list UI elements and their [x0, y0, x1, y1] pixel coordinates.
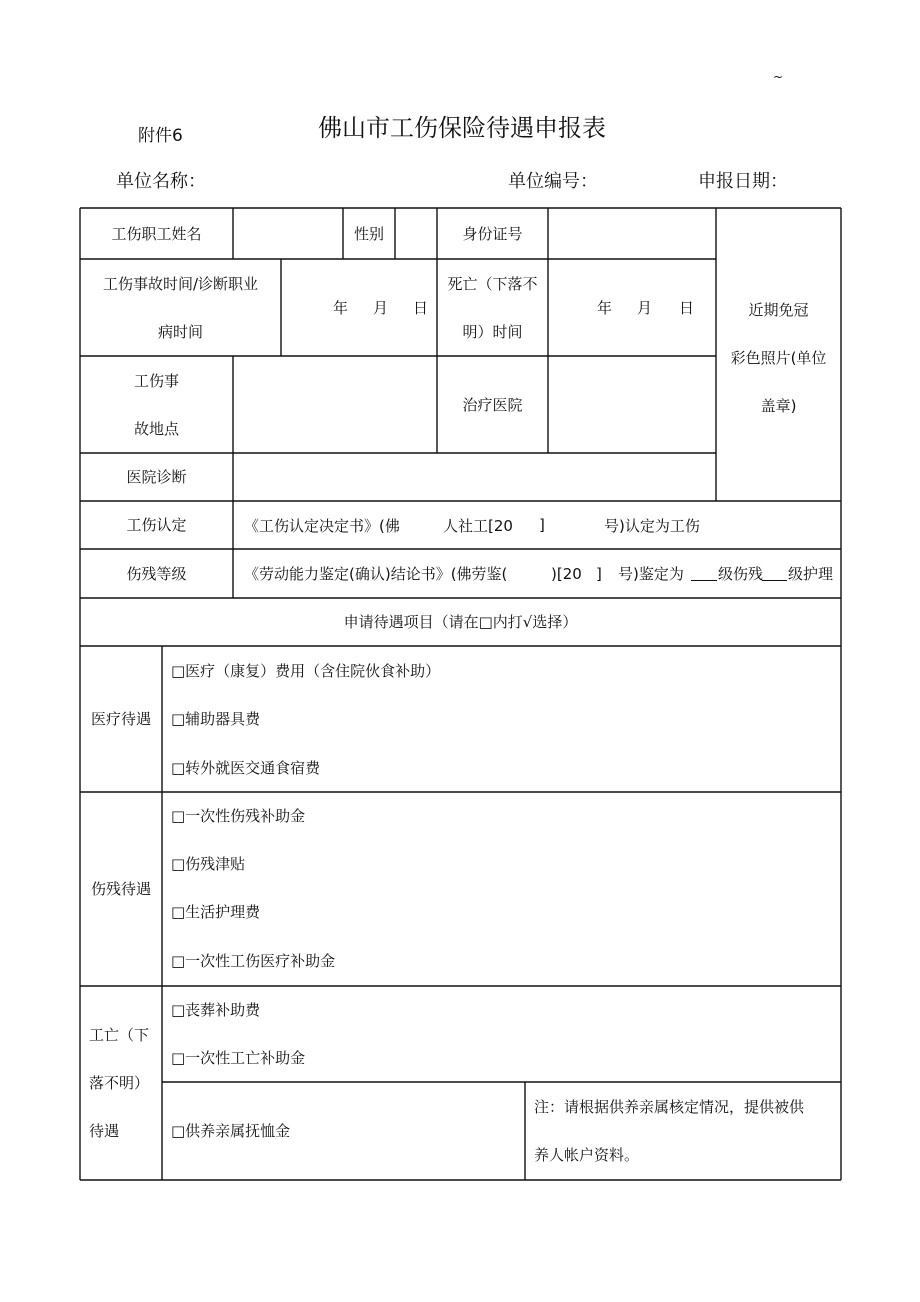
death-time-label-line1: 死亡（下落不	[447, 274, 538, 293]
disability-text-c: ]	[596, 564, 602, 583]
injury-recognition-text-a: 《工伤认定决定书》(佛	[244, 516, 400, 535]
disability-text-a: 《劳动能力鉴定(确认)结论书》(佛劳鉴(	[244, 565, 508, 583]
injury-recognition-label: 工伤认定	[126, 516, 187, 534]
disability-option-1[interactable]: □一次性伤残补助金	[171, 807, 306, 825]
unit-name-label: 单位名称：	[116, 171, 206, 192]
disability-option-3[interactable]: □生活护理费	[171, 903, 261, 921]
disability-benefits-label: 伤残待遇	[90, 880, 151, 898]
injury-recognition-text-c: ]	[539, 516, 545, 534]
note-line2: 养人帐户资料。	[534, 1146, 640, 1164]
disability-text-e: 级伤残	[718, 565, 764, 583]
note-line1: 注：请根据供养亲属核定情况，提供被供	[534, 1098, 805, 1116]
diagnosis-input[interactable]	[233, 453, 716, 501]
apply-items-header: 申请待遇项目（请在□内打√选择）	[343, 613, 578, 631]
medical-benefits-label: 医疗待遇	[90, 710, 151, 728]
disability-text-d: 号)鉴定为	[618, 565, 684, 583]
report-date-label: 申报日期：	[698, 171, 788, 192]
name-label: 工伤职工姓名	[111, 224, 202, 243]
year-label: 年	[597, 298, 613, 317]
diagnosis-label: 医院诊断	[126, 468, 187, 486]
medical-option-2[interactable]: □辅助器具费	[171, 710, 261, 728]
year-label: 年	[333, 298, 349, 317]
injury-recognition-text-d: 号)认定为工伤	[604, 516, 700, 535]
death-option-2[interactable]: □一次性工亡补助金	[171, 1049, 306, 1067]
day-label: 日	[413, 298, 429, 317]
accident-time-label-line1: 工伤事故时间/诊断职业	[102, 274, 259, 293]
hospital-input[interactable]	[548, 356, 716, 453]
month-label: 月	[373, 298, 389, 317]
disability-option-2[interactable]: □伤残津贴	[171, 855, 246, 873]
death-option-1[interactable]: □丧葬补助费	[171, 1001, 261, 1019]
disability-text-b: )[20	[551, 564, 582, 583]
id-input[interactable]	[548, 208, 716, 259]
death-label-line1: 工亡（下	[89, 1026, 150, 1044]
medical-option-1[interactable]: □医疗（康复）费用（含住院伙食补助）	[171, 662, 441, 680]
medical-option-3[interactable]: □转外就医交通食宿费	[171, 759, 321, 777]
care-level-blank[interactable]	[762, 565, 787, 581]
corner-mark: ~	[773, 70, 784, 84]
accident-place-label-line2: 故地点	[133, 419, 179, 438]
death-time-label-line2: 明）时间	[462, 322, 523, 341]
gender-label: 性别	[353, 224, 384, 243]
accident-time-label-line2: 病时间	[157, 322, 203, 341]
death-label-line3: 待遇	[89, 1122, 120, 1140]
accident-place-label	[80, 356, 233, 453]
injury-recognition-text[interactable]	[233, 501, 841, 549]
id-label: 身份证号	[462, 224, 523, 243]
accident-time-label	[80, 259, 281, 356]
death-time-label	[437, 259, 548, 356]
photo-area[interactable]	[716, 208, 841, 501]
photo-label-line2: 彩色照片(单位	[730, 348, 827, 367]
accident-place-input[interactable]	[233, 356, 437, 453]
disability-grade-label: 伤残等级	[126, 564, 187, 583]
disability-text-f: 级护理	[788, 565, 834, 583]
annex-label: 附件6	[138, 126, 183, 146]
photo-label-line1: 近期免冠	[748, 300, 809, 319]
disability-grade-text[interactable]	[233, 549, 841, 598]
day-label: 日	[679, 298, 695, 317]
death-label-line2: 落不明）	[89, 1074, 150, 1092]
disability-option-4[interactable]: □一次性工伤医疗补助金	[171, 952, 336, 970]
unit-code-label: 单位编号：	[508, 171, 598, 192]
injury-recognition-text-b: 人社工[20	[443, 516, 513, 535]
accident-place-label-line1: 工伤事	[133, 371, 179, 390]
photo-label-line3: 盖章)	[760, 396, 797, 415]
page-title: 佛山市工伤保险待遇申报表	[318, 114, 606, 142]
accident-date-field[interactable]	[281, 259, 437, 356]
hospital-label: 治疗医院	[462, 395, 523, 414]
death-date-field[interactable]	[548, 259, 716, 356]
name-input[interactable]	[233, 208, 343, 259]
month-label: 月	[637, 298, 653, 317]
gender-input[interactable]	[395, 208, 437, 259]
death-benefits-label	[80, 986, 162, 1180]
dependent-pension-option[interactable]: □供养亲属抚恤金	[171, 1122, 291, 1140]
disability-level-blank[interactable]	[691, 565, 717, 581]
